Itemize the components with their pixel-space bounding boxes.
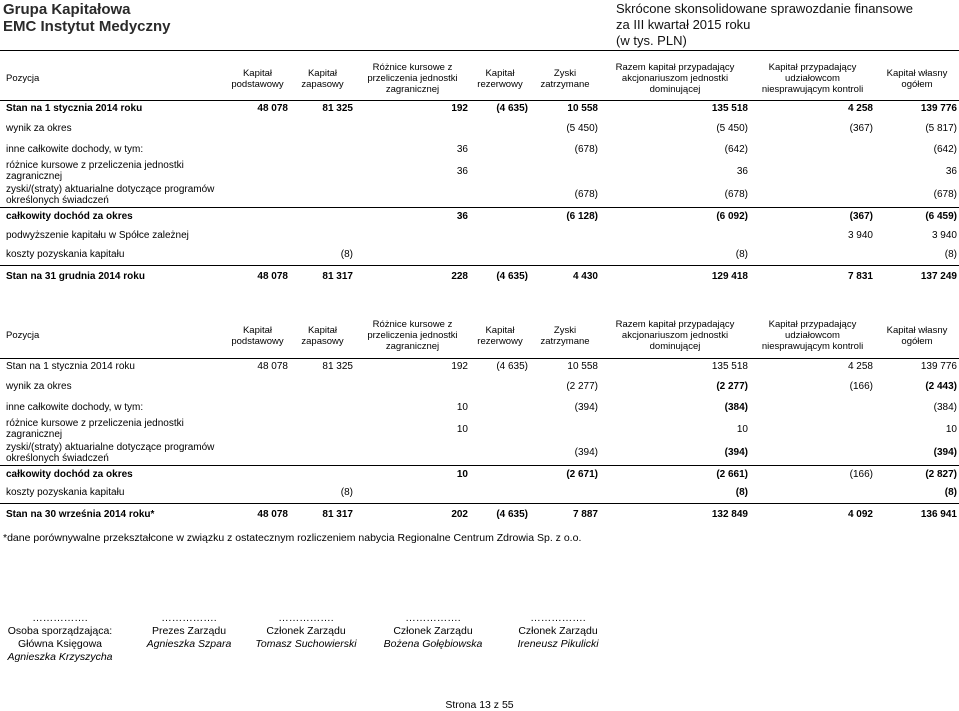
cell: (394) bbox=[574, 447, 598, 459]
table-row bbox=[0, 503, 959, 525]
cell bbox=[470, 417, 530, 441]
cell: (642) bbox=[933, 143, 957, 155]
cell: 36 bbox=[736, 165, 748, 177]
row-label: inne całkowite dochody, w tym: bbox=[6, 143, 144, 155]
cell bbox=[470, 139, 530, 159]
cell: 4 258 bbox=[847, 361, 873, 373]
cell: (6 128) bbox=[530, 207, 600, 225]
cell: (166) bbox=[750, 465, 875, 483]
cell: (8) bbox=[944, 249, 957, 261]
cell: 36 bbox=[456, 165, 468, 177]
company-name bbox=[3, 1, 171, 35]
column-header: Razem kapitał przypadający akcjonariuszom jednostki dominującej bbox=[600, 58, 750, 100]
cell bbox=[530, 225, 600, 245]
cell: (642) bbox=[724, 143, 748, 155]
table-row bbox=[0, 417, 959, 441]
row-label: Stan na 1 stycznia 2014 roku bbox=[6, 103, 143, 115]
cell bbox=[750, 183, 875, 207]
cell: 48 078 bbox=[225, 265, 290, 287]
cell: (8) bbox=[735, 249, 748, 261]
table-row bbox=[0, 100, 959, 117]
cell: 10 bbox=[945, 423, 957, 435]
cell: 10 bbox=[456, 401, 468, 413]
cell: 4 092 bbox=[750, 503, 875, 525]
row-label: wynik za okres bbox=[6, 122, 72, 134]
cell: (8) bbox=[944, 487, 957, 499]
cell: (5 450) bbox=[566, 122, 598, 134]
cell bbox=[290, 397, 355, 417]
cell bbox=[355, 375, 470, 397]
table-row bbox=[0, 225, 959, 245]
cell: (394) bbox=[574, 401, 598, 413]
cell: (5 817) bbox=[925, 122, 957, 134]
cell: 3 940 bbox=[847, 229, 873, 241]
table-row bbox=[0, 441, 959, 465]
cell bbox=[355, 183, 470, 207]
cell bbox=[355, 117, 470, 139]
cell bbox=[225, 417, 290, 441]
signature-name: Agnieszka Krzyszycha bbox=[7, 651, 113, 663]
cell bbox=[290, 441, 355, 465]
signature-line: ……………. bbox=[405, 612, 461, 624]
signature-line: ……………. bbox=[32, 612, 88, 624]
cell bbox=[290, 417, 355, 441]
cell bbox=[470, 245, 530, 265]
signature-block bbox=[368, 612, 498, 651]
cell: 10 bbox=[736, 423, 748, 435]
cell bbox=[290, 375, 355, 397]
cell: 36 bbox=[456, 143, 468, 155]
signature-line: ……………. bbox=[530, 612, 586, 624]
signature-line: ……………. bbox=[161, 612, 217, 624]
cell: 228 bbox=[355, 265, 470, 287]
cell: 132 849 bbox=[600, 503, 750, 525]
cell bbox=[470, 225, 530, 245]
cell: 4 258 bbox=[847, 103, 873, 115]
cell bbox=[290, 207, 355, 225]
cell: (394) bbox=[933, 447, 957, 459]
table-row bbox=[0, 139, 959, 159]
cell: (367) bbox=[849, 122, 873, 134]
equity-changes-table-2014 bbox=[0, 58, 959, 287]
cell bbox=[750, 397, 875, 417]
cell: 48 078 bbox=[225, 503, 290, 525]
cell bbox=[470, 183, 530, 207]
column-header: Kapitał podstawowy bbox=[225, 314, 290, 358]
signature-role-2: Główna Księgowa bbox=[17, 638, 103, 650]
cell: 81 317 bbox=[290, 265, 355, 287]
cell: (8) bbox=[735, 487, 748, 499]
signature-name: Tomasz Suchowierski bbox=[255, 638, 357, 650]
table-row bbox=[0, 483, 959, 503]
cell bbox=[750, 139, 875, 159]
cell bbox=[225, 159, 290, 183]
cell bbox=[470, 483, 530, 503]
cell bbox=[530, 159, 600, 183]
cell bbox=[530, 483, 600, 503]
row-label: różnice kursowe z przeliczenia jednostki zagranicznej bbox=[6, 418, 184, 440]
cell: (6 459) bbox=[875, 207, 959, 225]
column-header: Kapitał przypadający udziałowcom niesprawującym kontroli bbox=[750, 314, 875, 358]
cell: (367) bbox=[750, 207, 875, 225]
column-header: Razem kapitał przypadający akcjonariuszom jednostki dominującej bbox=[600, 314, 750, 358]
column-header: Zyski zatrzymane bbox=[530, 58, 600, 100]
cell: (678) bbox=[574, 143, 598, 155]
cell bbox=[290, 465, 355, 483]
cell: 135 518 bbox=[711, 103, 748, 115]
table-row bbox=[0, 117, 959, 139]
cell: 10 558 bbox=[567, 103, 598, 115]
cell: (384) bbox=[933, 401, 957, 413]
cell: 137 249 bbox=[875, 265, 959, 287]
cell bbox=[290, 159, 355, 183]
cell bbox=[225, 483, 290, 503]
signature-block bbox=[124, 612, 254, 651]
signature-block bbox=[493, 612, 623, 651]
cell: 129 418 bbox=[600, 265, 750, 287]
column-header: Kapitał własny ogółem bbox=[875, 58, 959, 100]
cell: 3 940 bbox=[931, 229, 957, 241]
cell bbox=[225, 245, 290, 265]
cell bbox=[470, 375, 530, 397]
header-divider bbox=[0, 50, 959, 51]
cell bbox=[290, 225, 355, 245]
report-line-2: za III kwartał 2015 roku bbox=[616, 17, 751, 32]
cell bbox=[225, 465, 290, 483]
cell bbox=[470, 117, 530, 139]
cell: 139 776 bbox=[920, 361, 957, 373]
row-label: Stan na 31 grudnia 2014 roku bbox=[0, 265, 225, 287]
cell: 36 bbox=[945, 165, 957, 177]
cell bbox=[225, 183, 290, 207]
cell bbox=[225, 375, 290, 397]
cell: (394) bbox=[724, 447, 748, 459]
cell bbox=[290, 183, 355, 207]
cell: (2 827) bbox=[875, 465, 959, 483]
cell: 48 078 bbox=[257, 361, 288, 373]
row-label: zyski/(straty) aktuarialne dotyczące programów określonych świadczeń bbox=[6, 183, 215, 206]
cell bbox=[470, 465, 530, 483]
cell: 202 bbox=[355, 503, 470, 525]
row-label: całkowity dochód za okres bbox=[0, 465, 225, 483]
cell: (8) bbox=[340, 487, 353, 499]
cell bbox=[530, 245, 600, 265]
column-header: Kapitał zapasowy bbox=[290, 314, 355, 358]
signature-name: Agnieszka Szpara bbox=[146, 638, 232, 650]
table-header-row bbox=[0, 58, 959, 100]
table-row bbox=[0, 397, 959, 417]
column-header: Kapitał własny ogółem bbox=[875, 314, 959, 358]
cell bbox=[600, 225, 750, 245]
column-header: Kapitał zapasowy bbox=[290, 58, 355, 100]
cell bbox=[225, 397, 290, 417]
table-row bbox=[0, 265, 959, 287]
company-line-1: Grupa Kapitałowa bbox=[3, 1, 131, 18]
cell: 4 430 bbox=[530, 265, 600, 287]
equity-changes-table-q3-2014 bbox=[0, 314, 959, 525]
column-header: Kapitał podstawowy bbox=[225, 58, 290, 100]
column-header: Kapitał przypadający udziałowcom niesprawującym kontroli bbox=[750, 58, 875, 100]
cell bbox=[225, 117, 290, 139]
signature-role: Osoba sporządzająca: bbox=[7, 625, 113, 637]
cell bbox=[355, 441, 470, 465]
table-row bbox=[0, 375, 959, 397]
cell: (8) bbox=[340, 249, 353, 261]
row-label: koszty pozyskania kapitału bbox=[6, 487, 125, 499]
cell: (2 671) bbox=[530, 465, 600, 483]
cell: (2 661) bbox=[600, 465, 750, 483]
cell bbox=[225, 207, 290, 225]
table-row bbox=[0, 465, 959, 483]
cell bbox=[355, 245, 470, 265]
report-line-3: (w tys. PLN) bbox=[616, 33, 687, 48]
table-row bbox=[0, 183, 959, 207]
cell bbox=[750, 159, 875, 183]
cell: (6 092) bbox=[600, 207, 750, 225]
cell: 48 078 bbox=[257, 103, 288, 115]
cell: (678) bbox=[574, 189, 598, 201]
cell: 135 518 bbox=[711, 361, 748, 373]
cell bbox=[290, 139, 355, 159]
column-header: Kapitał rezerwowy bbox=[470, 314, 530, 358]
signature-block bbox=[241, 612, 371, 651]
cell bbox=[750, 483, 875, 503]
cell: (384) bbox=[724, 401, 748, 413]
cell: 192 bbox=[451, 103, 468, 115]
column-header: Pozycja bbox=[0, 314, 225, 358]
cell: (4 635) bbox=[470, 265, 530, 287]
cell bbox=[225, 225, 290, 245]
cell: (4 635) bbox=[470, 503, 530, 525]
table-row bbox=[0, 159, 959, 183]
cell: 7 887 bbox=[530, 503, 600, 525]
table-header-row bbox=[0, 314, 959, 358]
cell: (4 635) bbox=[496, 103, 528, 115]
cell bbox=[290, 117, 355, 139]
cell: (2 277) bbox=[566, 380, 598, 392]
cell: 10 558 bbox=[567, 361, 598, 373]
report-title bbox=[616, 1, 913, 49]
cell bbox=[225, 139, 290, 159]
row-label: zyski/(straty) aktuarialne dotyczące programów określonych świadczeń bbox=[6, 441, 215, 464]
table-row bbox=[0, 207, 959, 225]
cell: 7 831 bbox=[750, 265, 875, 287]
cell: (2 277) bbox=[716, 380, 748, 392]
signature-name: Ireneusz Pikulicki bbox=[517, 638, 599, 650]
column-header: Kapitał rezerwowy bbox=[470, 58, 530, 100]
row-label: Stan na 30 września 2014 roku* bbox=[0, 503, 225, 525]
cell: 136 941 bbox=[875, 503, 959, 525]
row-label: koszty pozyskania kapitału bbox=[6, 249, 125, 261]
cell bbox=[530, 417, 600, 441]
signature-block bbox=[0, 612, 125, 664]
cell: 10 bbox=[355, 465, 470, 483]
cell: (2 443) bbox=[925, 380, 957, 392]
table-row bbox=[0, 245, 959, 265]
cell bbox=[470, 207, 530, 225]
signature-role: Prezes Zarządu bbox=[151, 625, 227, 637]
cell bbox=[355, 483, 470, 503]
cell bbox=[470, 159, 530, 183]
cell: 36 bbox=[355, 207, 470, 225]
row-label: inne całkowite dochody, w tym: bbox=[6, 401, 144, 413]
cell: 81 325 bbox=[322, 361, 353, 373]
column-header: Pozycja bbox=[0, 58, 225, 100]
row-label: Stan na 1 stycznia 2014 roku bbox=[6, 361, 135, 373]
signature-role: Członek Zarządu bbox=[393, 625, 473, 637]
row-label: wynik za okres bbox=[6, 380, 72, 392]
cell: (678) bbox=[724, 189, 748, 201]
cell: 139 776 bbox=[920, 103, 957, 115]
column-header: Zyski zatrzymane bbox=[530, 314, 600, 358]
signature-role: Członek Zarządu bbox=[266, 625, 346, 637]
cell: 81 317 bbox=[290, 503, 355, 525]
cell: (166) bbox=[849, 380, 873, 392]
cell bbox=[470, 397, 530, 417]
cell bbox=[225, 441, 290, 465]
cell bbox=[355, 225, 470, 245]
column-header: Różnice kursowe z przeliczenia jednostki zagranicznej bbox=[355, 58, 470, 100]
cell: 81 325 bbox=[322, 103, 353, 115]
page-number: Strona 13 z 55 bbox=[445, 699, 514, 711]
company-line-2: EMC Instytut Medyczny bbox=[3, 18, 171, 35]
cell: (678) bbox=[933, 189, 957, 201]
footnote: *dane porównywalne przekształcone w związku z ostatecznym rozliczeniem nabycia Regionalne Centrum Zdrowia Sp. z o.o. bbox=[3, 532, 582, 544]
cell bbox=[750, 441, 875, 465]
cell bbox=[750, 245, 875, 265]
signature-name: Bożena Gołębiowska bbox=[383, 638, 483, 650]
cell bbox=[750, 417, 875, 441]
cell bbox=[470, 441, 530, 465]
report-line-1: Skrócone skonsolidowane sprawozdanie finansowe bbox=[616, 1, 914, 16]
row-label: całkowity dochód za okres bbox=[0, 207, 225, 225]
table-row bbox=[0, 358, 959, 375]
cell: 10 bbox=[456, 423, 468, 435]
signature-role: Członek Zarządu bbox=[518, 625, 598, 637]
cell: 192 bbox=[451, 361, 468, 373]
column-header: Różnice kursowe z przeliczenia jednostki zagranicznej bbox=[355, 314, 470, 358]
cell: (5 450) bbox=[716, 122, 748, 134]
signature-line: ……………. bbox=[278, 612, 334, 624]
cell: (4 635) bbox=[496, 361, 528, 373]
row-label: różnice kursowe z przeliczenia jednostki zagranicznej bbox=[6, 160, 184, 182]
row-label: podwyższenie kapitału w Spółce zależnej bbox=[6, 229, 189, 241]
